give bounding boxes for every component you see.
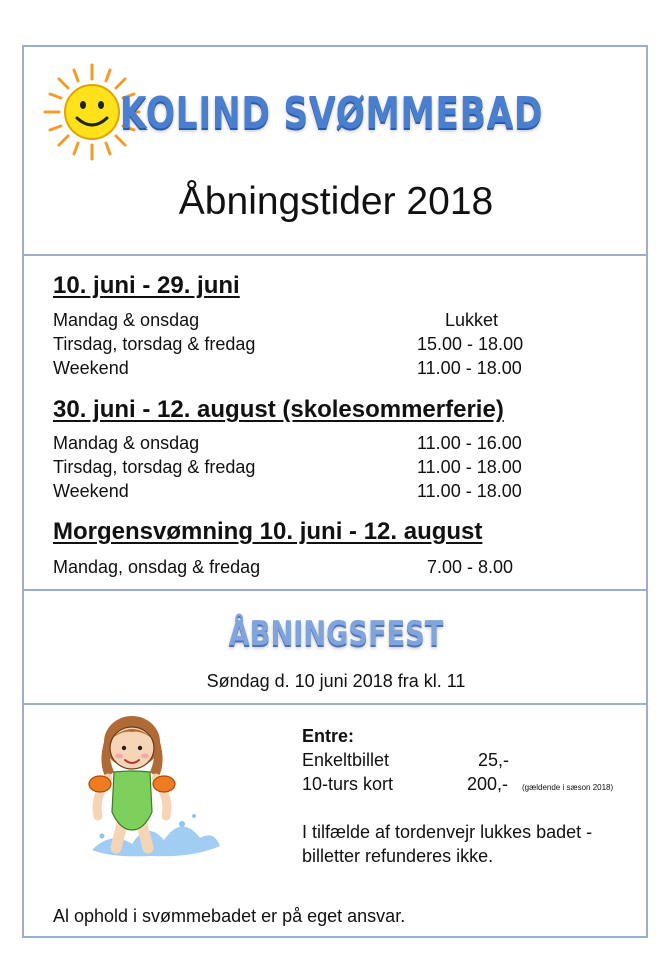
price-single: 25,-	[478, 750, 510, 770]
entry-heading: Entre:	[302, 726, 355, 746]
hours-time: 11.00 - 18.00	[417, 457, 522, 477]
hours-time: 11.00 - 18.00	[417, 358, 522, 378]
disclaimer: Al ophold i svømmebadet er på eget ansvar.	[53, 906, 406, 926]
hours-row	[53, 358, 543, 382]
section-heading-summer: 30. juni - 12. august (skolesommerferie)	[53, 396, 504, 423]
festival-title: ÅBNINGSFEST	[228, 614, 444, 654]
hours-days: Tirsdag, torsdag & fredag	[53, 457, 256, 477]
hours-time: 11.00 - 18.00	[417, 481, 522, 501]
hours-row	[53, 481, 543, 505]
hours-days: Mandag, onsdag & fredag	[53, 557, 261, 577]
storm-notice-line2: billetter refunderes ikke.	[302, 846, 494, 866]
hours-time: Lukket	[445, 310, 499, 330]
section-heading-morning: Morgensvømning 10. juni - 12. august	[53, 518, 483, 545]
storm-notice-line1: I tilfælde af tordenvejr lukkes badet -	[302, 822, 593, 842]
hours-time: 7.00 - 8.00	[427, 557, 514, 577]
price-note: (gældende i sæson 2018)	[522, 783, 614, 792]
price-10-turs: 200,-	[467, 774, 509, 794]
section-heading-june: 10. juni - 29. juni	[53, 272, 240, 299]
hours-days: Tirsdag, torsdag & fredag	[53, 334, 256, 354]
hours-days: Weekend	[53, 358, 129, 378]
hours-row	[53, 457, 543, 481]
divider-header	[22, 254, 648, 256]
hours-days: Mandag & onsdag	[53, 433, 200, 453]
hours-row	[53, 334, 543, 358]
brand-title: KOLIND SVØMMEBAD	[120, 88, 544, 139]
festival-date: Søndag d. 10 juni 2018 fra kl. 11	[206, 671, 466, 691]
hours-days: Weekend	[53, 481, 129, 501]
divider-hours	[22, 589, 648, 591]
page-title: Åbningstider 2018	[178, 180, 494, 223]
girl-swimmer-illustration	[72, 712, 222, 862]
hours-row	[53, 433, 543, 457]
divider-festival	[22, 703, 648, 705]
hours-days: Mandag & onsdag	[53, 310, 200, 330]
price-label-10-turs: 10-turs kort	[302, 774, 394, 794]
hours-row	[53, 557, 543, 581]
hours-time: 11.00 - 16.00	[417, 433, 522, 453]
hours-row	[53, 310, 543, 334]
hours-time: 15.00 - 18.00	[417, 334, 524, 354]
price-label-single: Enkeltbillet	[302, 750, 390, 770]
